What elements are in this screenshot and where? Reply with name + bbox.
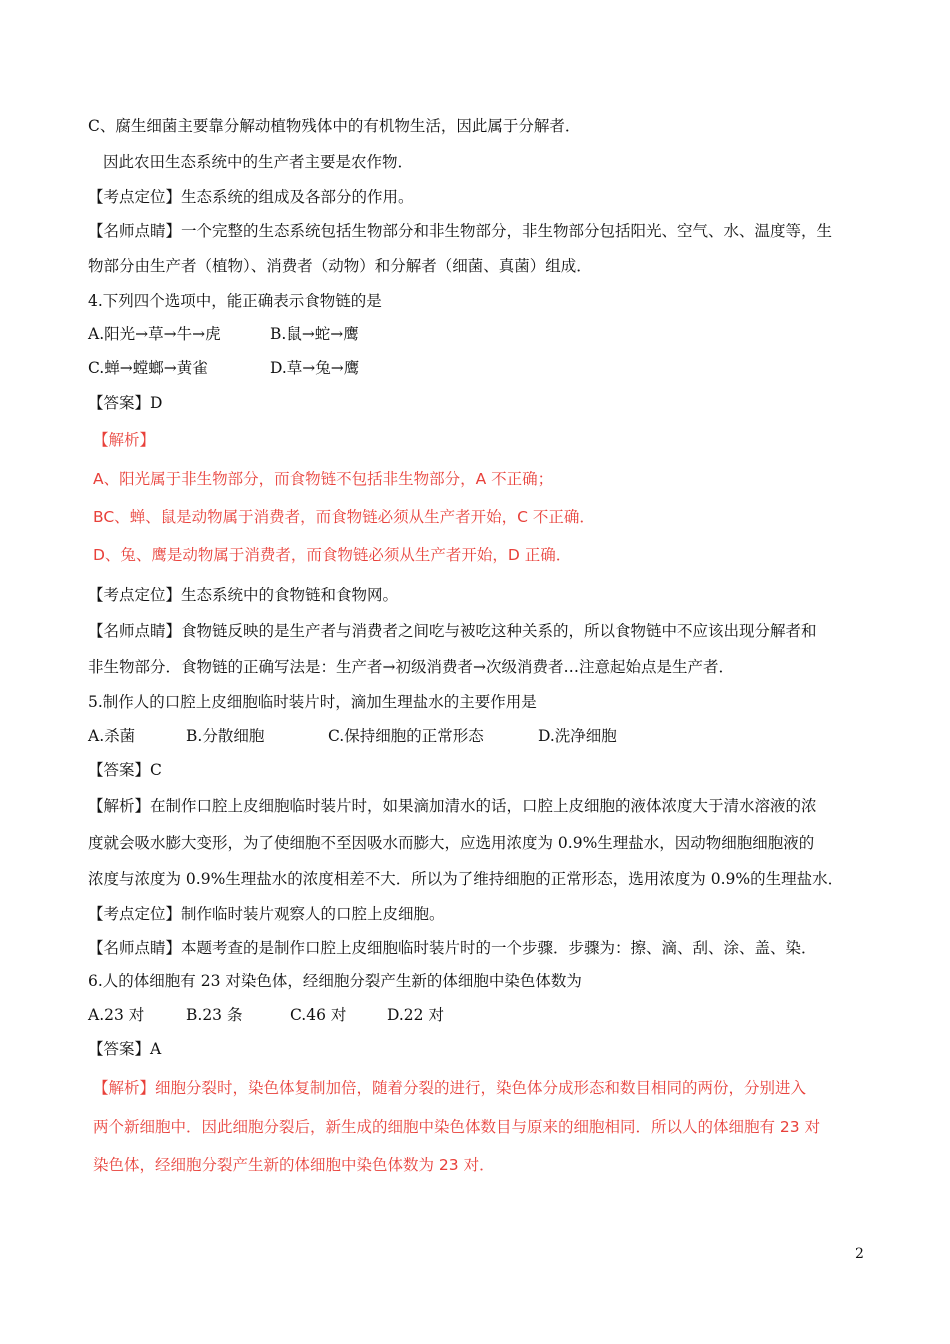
question-4: 4.下列四个选项中，能正确表示食物链的是 [88, 292, 382, 310]
q4-option-b: B.鼠→蛇→鹰 [270, 325, 359, 343]
q4-option-c: C.蝉→螳螂→黄雀 [88, 359, 208, 377]
q4-jiexi-bc: BC、蝉、鼠是动物属于消费者，而食物链必须从生产者开始，C 不正确． [93, 508, 595, 526]
q5-option-d: D.洗净细胞 [538, 727, 617, 745]
option-c-explanation: C、腐生细菌主要靠分解动植物残体中的有机物生活，因此属于分解者． [88, 117, 581, 135]
mingshi-1-line-2: 物部分由生产者（植物）、消费者（动物）和分解者（细菌、真菌）组成． [88, 257, 592, 275]
mingshi-1-line-1: 【名师点睛】一个完整的生态系统包括生物部分和非生物部分，非生物部分包括阳光、空气、水、温度等，生 [88, 222, 833, 240]
q5-jiexi-line-2: 度就会吸水膨大变形，为了使细胞不至因吸水而膨大，应选用浓度为 0.9%生理盐水，因动物细胞细胞液的 [88, 834, 815, 852]
mingshi-2-line-1: 【名师点睛】食物链反映的是生产者与消费者之间吃与被吃这种关系的，所以食物链中不应该出现分解者和 [88, 622, 817, 640]
conclusion-line: 因此农田生态系统中的生产者主要是农作物． [103, 153, 414, 171]
question-6: 6.人的体细胞有 23 对染色体，经细胞分裂产生新的体细胞中染色体数为 [88, 972, 582, 990]
q5-jiexi-line-3: 浓度与浓度为 0.9%生理盐水的浓度相差不大．所以为了维持细胞的正常形态，选用浓度为 0.9%的生理盐水． [88, 870, 844, 888]
kaodian-1: 【考点定位】生态系统的组成及各部分的作用。 [88, 188, 414, 206]
q5-jiexi-line-1: 【解析】在制作口腔上皮细胞临时装片时，如果滴加清水的话，口腔上皮细胞的液体浓度大于清水溶液的浓 [88, 797, 817, 815]
q5-option-c: C.保持细胞的正常形态 [328, 727, 484, 745]
q6-jiexi-line-2: 两个新细胞中．因此细胞分裂后，新生成的细胞中染色体数目与原来的细胞相同．所以人的体细胞有 23 对 [93, 1118, 821, 1136]
q6-answer: 【答案】A [88, 1040, 162, 1058]
q6-option-a: A.23 对 [88, 1006, 145, 1024]
q5-option-b: B.分散细胞 [186, 727, 265, 745]
q4-jiexi-d: D、兔、鹰是动物属于消费者，而食物链必须从生产者开始，D 正确． [93, 546, 572, 564]
q5-answer: 【答案】C [88, 761, 162, 779]
kaodian-2: 【考点定位】生态系统中的食物链和食物网。 [88, 586, 399, 604]
q4-jiexi-a: A、阳光属于非生物部分，而食物链不包括非生物部分，A 不正确； [93, 470, 554, 488]
mingshi-2-line-2: 非生物部分．食物链的正确写法是：生产者→初级消费者→次级消费者…注意起始点是生产者． [88, 658, 734, 676]
q4-answer: 【答案】D [88, 394, 163, 412]
kaodian-3: 【考点定位】制作临时装片观察人的口腔上皮细胞。 [88, 905, 445, 923]
q4-option-a: A.阳光→草→牛→虎 [88, 325, 221, 343]
q6-option-b: B.23 条 [186, 1006, 243, 1024]
q4-option-d: D.草→兔→鹰 [270, 359, 360, 377]
question-5: 5.制作人的口腔上皮细胞临时装片时，滴加生理盐水的主要作用是 [88, 693, 537, 711]
q4-jiexi-label: 【解析】 [93, 431, 156, 449]
q6-option-d: D.22 对 [387, 1006, 444, 1024]
mingshi-3: 【名师点睛】本题考查的是制作口腔上皮细胞临时装片时的一个步骤．步骤为：擦、滴、刮、涂、盖、染． [88, 939, 817, 957]
q5-option-a: A.杀菌 [88, 727, 136, 745]
q6-jiexi-line-3: 染色体，经细胞分裂产生新的体细胞中染色体数为 23 对． [93, 1156, 495, 1174]
q6-option-c: C.46 对 [290, 1006, 347, 1024]
page-number: 2 [855, 1246, 864, 1262]
q6-jiexi-line-1: 【解析】细胞分裂时，染色体复制加倍，随着分裂的进行，染色体分成形态和数目相同的两份，分别进入 [93, 1079, 807, 1097]
